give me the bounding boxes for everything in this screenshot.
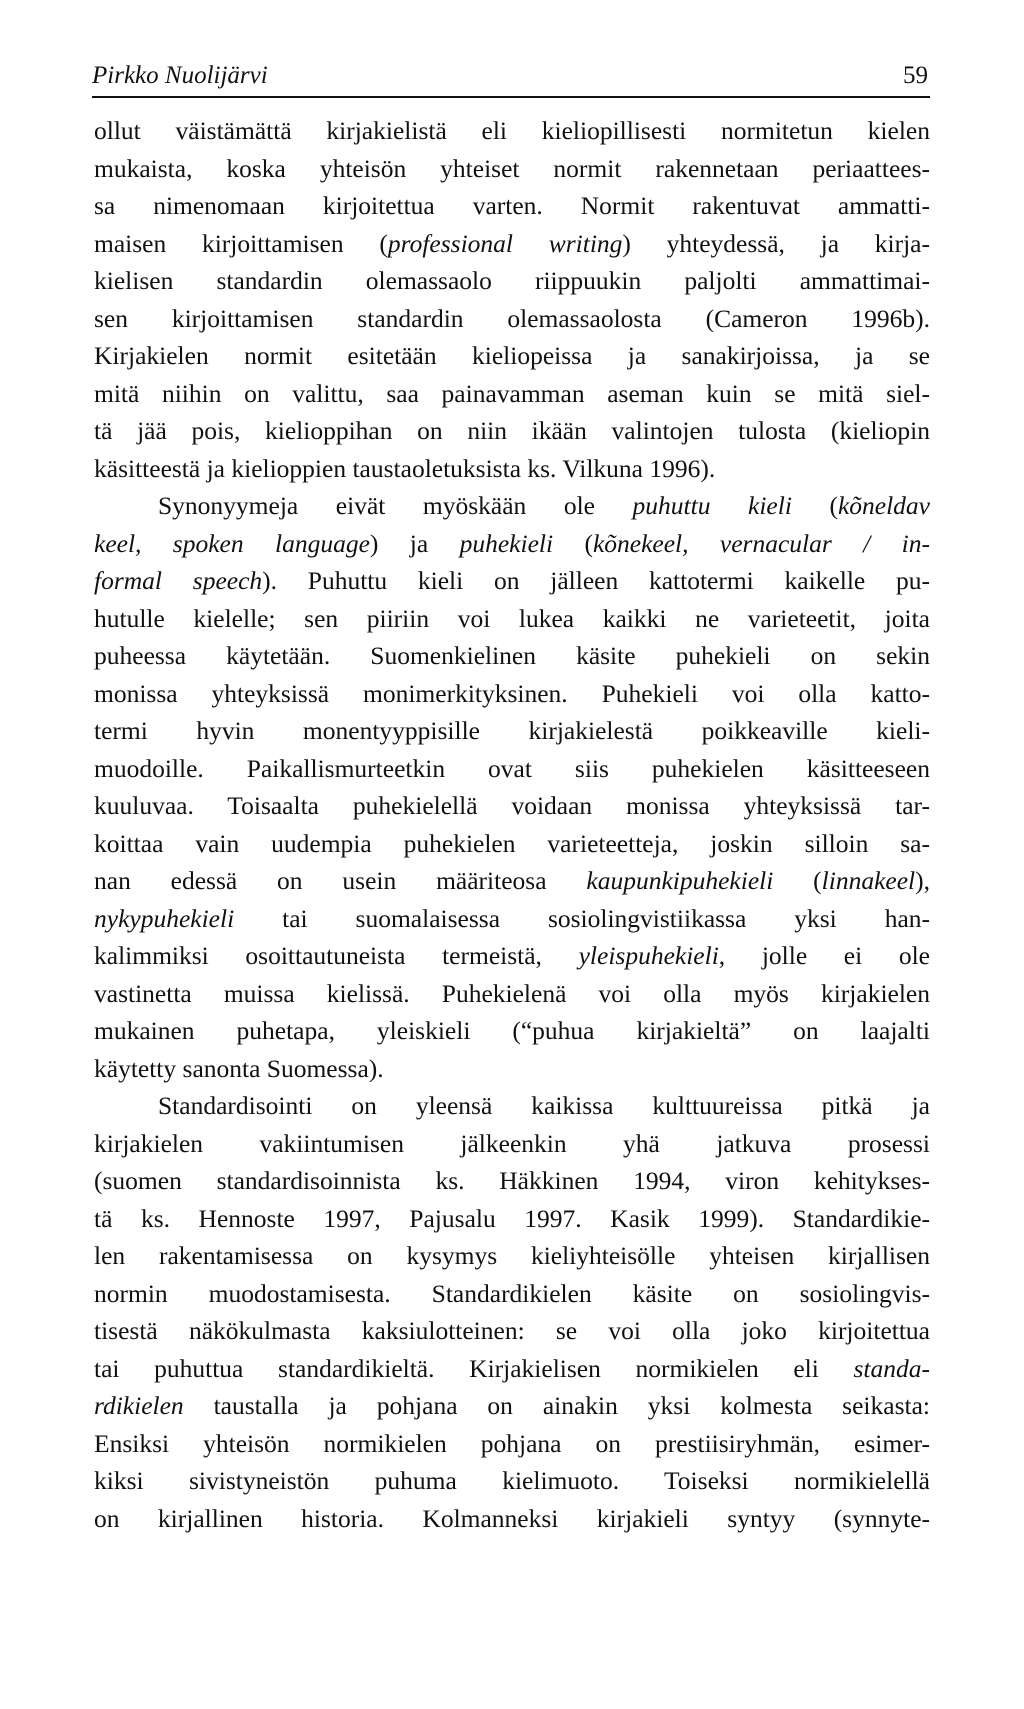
text-segment: ( [553,528,593,558]
text-segment: tä jää pois, kielioppihan on niin ikään valintojen tulosta (kieliopin [94,416,930,445]
text-segment: tisestä näkökulmasta kaksiulotteinen: se voi olla joko kirjoitettua [94,1316,930,1345]
text-segment: ). Puhuttu kieli on jälleen kattotermi kaikelle pu- [262,566,930,595]
text-segment: Kirjakielen normit esitetään kieliopeissa ja sanakirjoissa, ja se [94,341,930,370]
text-segment: ) ja [369,528,460,558]
text-line [94,1087,930,1125]
text-segment: maisen kirjoittamisen ( [94,228,388,258]
text-line [94,1125,930,1163]
italic-term: standa- [853,1353,930,1383]
text-line [94,1237,930,1275]
text-segment: taustalla ja pohjana on ainakin yksi kolmesta seikasta: [183,1391,930,1420]
text-line [94,787,930,825]
text-segment: tai suomalaisessa sosiolingvistiikassa yksi han- [234,903,930,933]
text-segment: monissa yhteyksissä monimerkityksinen. Puhekieli voi olla katto- [94,678,930,708]
text-segment: , jolle ei ole [718,941,930,970]
text-segment: mitä niihin on valittu, saa painavamman aseman kuin se mitä siel- [94,378,930,408]
italic-term: professional writing [387,228,623,258]
text-line [94,412,930,450]
text-line [94,712,930,750]
text-line [94,937,930,975]
italic-term: formal speech [94,566,263,595]
text-line [94,1312,930,1350]
italic-term: kõneldav [837,491,930,520]
text-segment: ) yhteydessä, ja kirja- [622,228,930,258]
text-line [94,1425,930,1463]
text-line [94,1050,930,1088]
text-line [94,900,930,938]
italic-term: yleispuhekieli [578,941,719,970]
text-segment: ( [791,491,838,520]
italic-term: linnakeel [821,866,916,895]
text-line [94,300,930,338]
text-segment: mukainen puhetapa, yleiskieli (“puhua kirjakieltä” on laajalti [94,1016,930,1045]
text-line [94,825,930,863]
body-text [94,112,930,1537]
text-segment: koittaa vain uudempia puhekielen varieteetteja, joskin silloin sa- [94,828,930,858]
text-segment: sa nimenomaan kirjoitettua varten. Normit rakentuvat ammatti- [94,191,930,220]
italic-term: keel, spoken language [94,528,370,558]
text-segment: Standardisointi on yleensä kaikissa kulttuureissa pitkä ja [158,1091,930,1120]
text-segment: tä ks. Hennoste 1997, Pajusalu 1997. Kasik 1999). Standardikie- [94,1203,930,1233]
text-segment: mukaista, koska yhteisön yhteiset normit rakennetaan periaattees- [94,153,930,183]
text-line [94,862,930,900]
text-segment: tai puhuttua standardikieltä. Kirjakielisen normikielen eli [94,1353,854,1383]
text-segment: hutulle kielelle; sen piiriin voi lukea kaikki ne varieteetit, joita [94,603,930,633]
italic-term: puhekieli [459,528,554,558]
text-line [94,637,930,675]
text-line [94,150,930,188]
text-line [94,1387,930,1425]
text-segment: sen kirjoittamisen standardin olemassaolosta (Cameron 1996b). [94,303,930,333]
text-line [94,525,930,563]
text-line [94,1350,930,1388]
text-segment: ( [773,866,822,895]
text-line [94,337,930,375]
text-line [94,1162,930,1200]
text-line [94,562,930,600]
text-line [94,112,930,150]
text-line [94,487,930,525]
italic-term: nykypuhekieli [94,903,235,933]
text-segment: muodoille. Paikallismurteetkin ovat siis puhekielen käsitteeseen [94,753,930,783]
text-line [94,1462,930,1500]
text-segment: kuuluvaa. Toisaalta puhekielellä voidaan monissa yhteyksissä tar- [94,791,930,820]
text-line [94,187,930,225]
text-line [94,450,930,488]
text-segment: käsitteestä ja kielioppien taustaoletuksista ks. Vilkuna 1996). [94,453,716,483]
text-segment: puheessa käytetään. Suomenkielinen käsite puhekieli on sekin [94,641,930,670]
text-segment: len rakentamisessa on kysymys kieliyhteisölle yhteisen kirjallisen [94,1241,930,1270]
text-line [94,600,930,638]
text-segment: vastinetta muissa kielissä. Puhekielenä voi olla myös kirjakielen [94,978,930,1008]
text-segment: Synonyymeja eivät myöskään ole [158,491,633,520]
text-segment: (suomen standardisoinnista ks. Häkkinen 1994, viron kehitykses- [94,1166,930,1195]
text-line [94,1275,930,1313]
text-segment: käytetty sanonta Suomessa). [94,1053,384,1083]
text-segment: on kirjallinen historia. Kolmanneksi kirjakieli syntyy (synnyte- [94,1503,930,1533]
text-segment: Ensiksi yhteisön normikielen pohjana on prestiisiryhmän, esimer- [94,1428,930,1458]
text-segment: ), [915,866,930,895]
italic-term: rdikielen [94,1391,184,1420]
text-line [94,1500,930,1538]
text-segment: ollut väistämättä kirjakielistä eli kieliopillisesti normitetun kielen [94,116,930,145]
italic-term: kõnekeel, vernacular / in- [592,528,930,558]
text-line [94,375,930,413]
text-line [94,225,930,263]
text-segment: kielisen standardin olemassaolo riippuukin paljolti ammattimai- [94,266,930,295]
page-number: 59 [903,62,928,89]
italic-term: kaupunkipuhekieli [586,866,774,895]
text-segment: nan edessä on usein määriteosa [94,866,587,895]
text-line [94,675,930,713]
text-segment: kalimmiksi osoittautuneista termeistä, [94,941,579,970]
text-line [94,750,930,788]
running-header [92,58,930,98]
running-header-author: Pirkko Nuolijärvi [92,62,268,89]
italic-term: puhuttu kieli [632,491,792,520]
text-segment: normin muodostamisesta. Standardikielen käsite on sosiolingvis- [94,1278,930,1308]
text-line [94,975,930,1013]
text-line [94,1012,930,1050]
text-segment: termi hyvin monentyyppisille kirjakielestä poikkeaville kieli- [94,716,930,745]
text-segment: kirjakielen vakiintumisen jälkeenkin yhä jatkuva prosessi [94,1128,930,1158]
text-segment: kiksi sivistyneistön puhuma kielimuoto. Toiseksi normikielellä [94,1466,930,1495]
text-line [94,262,930,300]
text-line [94,1200,930,1238]
